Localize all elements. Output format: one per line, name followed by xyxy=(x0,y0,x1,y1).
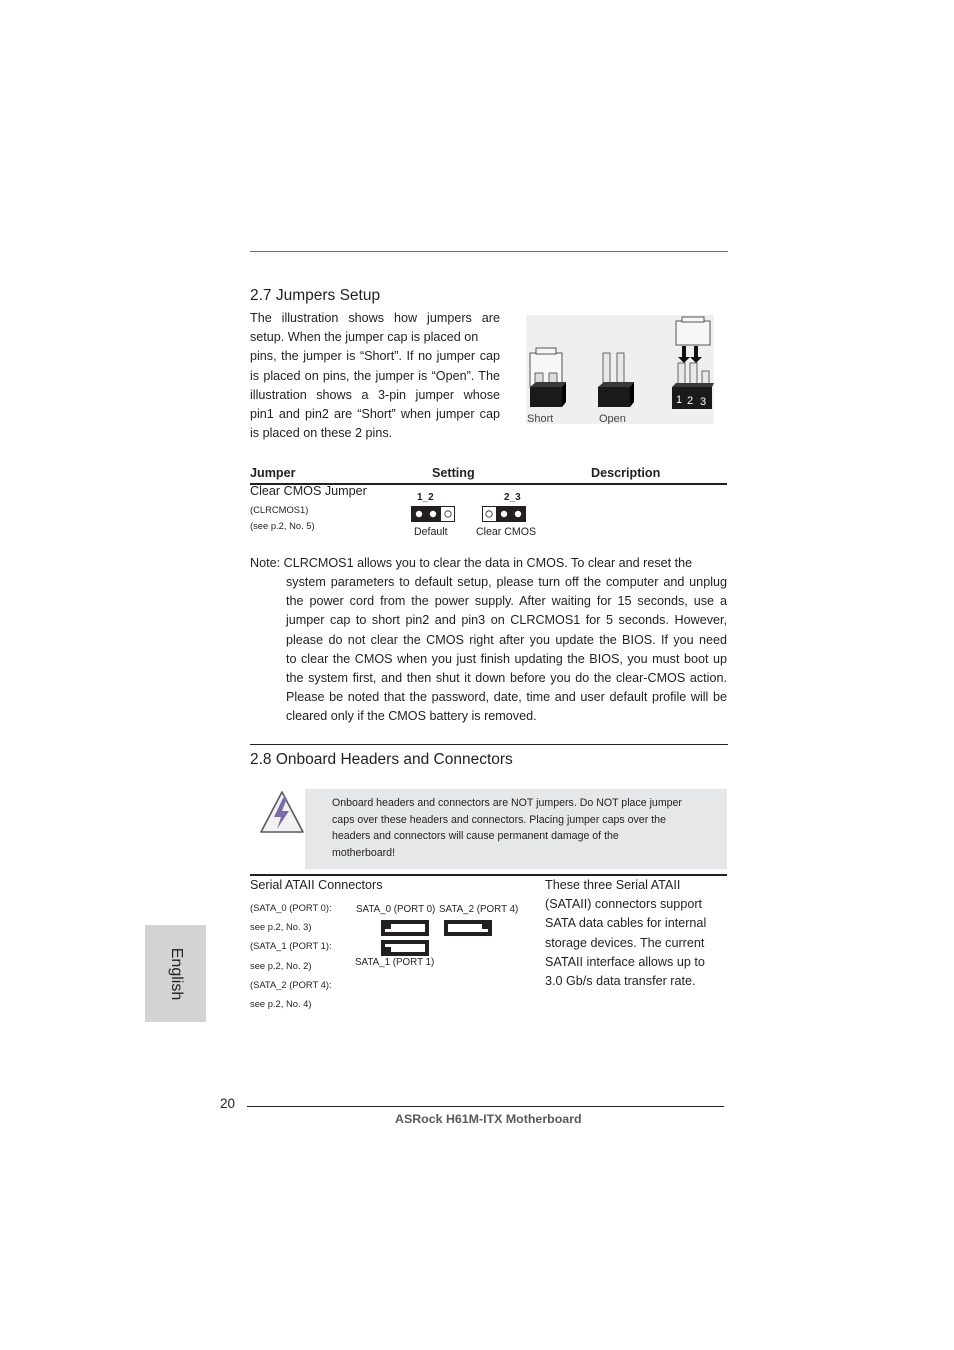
note-line: the system first, and then shut it down before you do the clear-CMOS action. xyxy=(286,671,727,686)
section-rule xyxy=(250,744,728,745)
note-line: please do not clear the CMOS right after you update the BIOS. If you need xyxy=(286,632,727,647)
intro-line: setup. When the jumper cap is placed on xyxy=(250,330,479,345)
setting-a-label: Default xyxy=(414,526,448,538)
intro-line: illustration shows a 3-pin jumper whose xyxy=(250,387,500,402)
sata-ref-line: see p.2, No. 4) xyxy=(250,998,312,1010)
short-label: Short xyxy=(527,413,554,424)
jumper-row-ref: (see p.2, No. 5) xyxy=(250,520,315,531)
setting-b-pins: 2_3 xyxy=(504,492,521,503)
note-line: system parameters to default setup, please turn off the computer and unplug xyxy=(286,575,727,589)
sata-refs xyxy=(250,898,332,1013)
sata-desc-line: storage devices. The current xyxy=(545,935,705,950)
note-line: to clear the CMOS when you just finish updating the BIOS, you must boot up xyxy=(286,651,727,666)
jumpers-intro xyxy=(250,309,500,443)
setting-a-pin-diagram xyxy=(411,506,455,522)
note-line: cleared only if the CMOS battery is removed. xyxy=(286,709,537,724)
pin-number: 2 xyxy=(687,395,694,407)
note-line: Please be noted that the password, date, time and user default profile will be xyxy=(286,690,727,705)
sata-title: Serial ATAII Connectors xyxy=(250,878,383,892)
section-title-headers: 2.8 Onboard Headers and Connectors xyxy=(250,751,513,768)
intro-line: The illustration shows how jumpers are xyxy=(250,311,500,325)
sata2-label: SATA_2 (PORT 4) xyxy=(439,904,519,915)
section-title-jumpers: 2.7 Jumpers Setup xyxy=(250,287,381,304)
intro-line: pin1 and pin2 are “Short” when jumper cap xyxy=(250,407,500,422)
sata0-label: SATA_0 (PORT 0) xyxy=(356,904,436,915)
setting-b-pin-diagram xyxy=(482,506,526,522)
page-number: 20 xyxy=(220,1096,236,1111)
jumper-illustration xyxy=(526,315,714,424)
setting-a-pins: 1_2 xyxy=(417,492,434,503)
note-lead: Note: CLRCMOS1 allows you to clear the data in CMOS. To clear and reset the xyxy=(250,556,693,570)
jumper-row-name: Clear CMOS Jumper xyxy=(250,484,367,498)
sata-ref-line: see p.2, No. 3) xyxy=(250,921,312,933)
language-tab xyxy=(145,925,206,1022)
sata-desc-line: SATA data cables for internal xyxy=(545,916,707,931)
sata1-connector-icon xyxy=(380,939,430,957)
sata2-connector-icon xyxy=(443,919,493,937)
sata-desc-line: These three Serial ATAII xyxy=(545,878,681,892)
intro-line: is placed on these 2 pins. xyxy=(250,426,393,441)
sata-desc-line: (SATAII) connectors support xyxy=(545,897,703,912)
short-jumper-drawing xyxy=(530,348,566,407)
table-header-jumper: Jumper xyxy=(250,466,296,480)
sata1-label: SATA_1 (PORT 1) xyxy=(355,957,435,968)
warning-text: Onboard headers and connectors are NOT jumpers. Do NOT place jumper caps over these headers and connectors. Placing jumper caps over the headers and connectors will cause permanent damage of the motherboard! xyxy=(332,797,682,860)
jumper-illustration-graphic xyxy=(526,315,714,424)
table-header-setting: Setting xyxy=(432,466,475,480)
language-tab-label: English xyxy=(167,947,185,1000)
footer-product: ASRock H61M-ITX Motherboard xyxy=(395,1112,582,1126)
intro-line: pins, the jumper is “Short”. If no jumper cap xyxy=(250,349,500,364)
warning-box xyxy=(305,789,727,869)
sata0-connector-icon xyxy=(380,919,430,937)
open-jumper-drawing xyxy=(598,353,634,407)
table-header-description: Description xyxy=(591,466,661,480)
note-line: the power cord from the power supply. After waiting for 15 seconds, use a xyxy=(286,594,727,609)
sata-ref-line: (SATA_0 (PORT 0): xyxy=(250,902,332,913)
sata-ref-line: (SATA_1 (PORT 1): xyxy=(250,940,332,952)
pin-number: 3 xyxy=(700,396,707,408)
warning-icon xyxy=(258,789,306,835)
sata-desc-line: SATAII interface allows up to xyxy=(545,954,705,969)
sata-description xyxy=(545,876,706,991)
setting-b-label: Clear CMOS xyxy=(476,526,537,538)
sata-ref-line: (SATA_2 (PORT 4): xyxy=(250,978,332,990)
open-label: Open xyxy=(599,413,626,424)
jumper-row-code: (CLRCMOS1) xyxy=(250,504,309,515)
footer-rule xyxy=(247,1106,724,1107)
top-rule xyxy=(250,251,728,252)
note-body xyxy=(286,573,727,727)
pin-number: 1 xyxy=(676,394,683,406)
intro-line: is placed on pins, the jumper is “Open”. The xyxy=(250,368,500,383)
note-line: jumper cap to short pin2 and pin3 on CLRCMOS1 for 5 seconds. However, xyxy=(286,613,727,628)
sata-ref-line: see p.2, No. 2) xyxy=(250,959,312,971)
sata-desc-line: 3.0 Gb/s data transfer rate. xyxy=(545,974,696,989)
